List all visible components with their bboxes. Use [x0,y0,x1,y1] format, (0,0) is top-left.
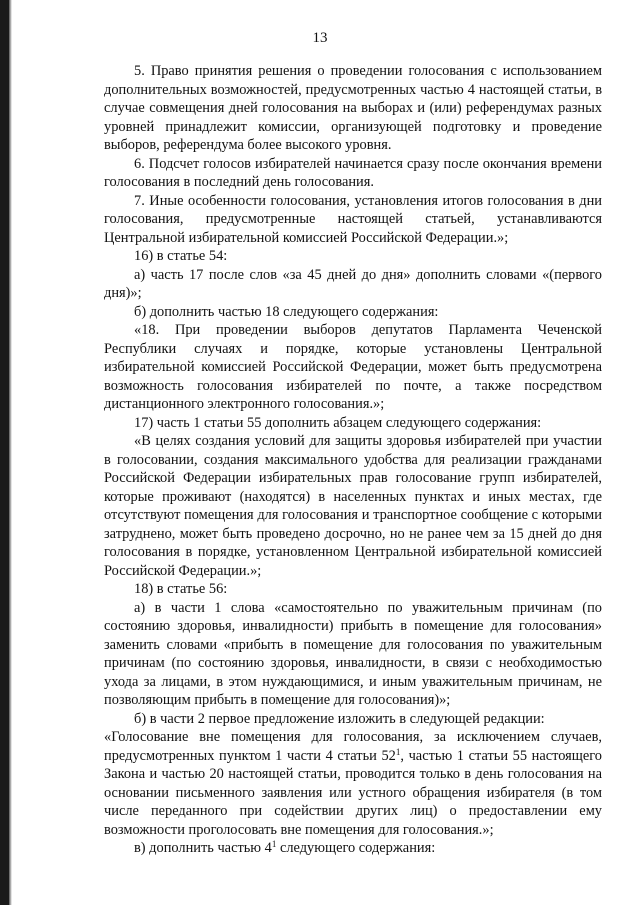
paragraph-5: 5. Право принятия решения о проведении голосования с использованием дополнительных возможностей, предусмотренных частью 4 настоящей статьи, в случае совмещения дней голосования на выборах и (или) референдумах разных уровней принадлежит комиссии, организующей подготовку и проведение выборов, референдума более высокого уровня. [104,63,602,153]
item-16b: б) дополнить частью 18 следующего содержания: [134,303,439,320]
paragraph-7: 7. Иные особенности голосования, установления итогов голосования в дни голосования, предусмотренные настоящей статьей, устанавливаются Центральной избирательной комиссией Российской Федерации.»; [104,192,602,246]
superscript: 1 [271,839,277,849]
item-18v [104,839,602,858]
item-17-heading: 17) часть 1 статьи 55 дополнить абзацем следующего содержания: [134,414,542,431]
paragraph-18-quote: «18. При проведении выборов депутатов Парламента Чеченской Республики случаях и порядке, которые установлены Центральной избирательной комиссией Российской Федерации, может быть предусмотрена возможность голосования избирателей по почте, а также посредством дистанционного электронного голосования.»; [104,322,602,412]
document-body [104,62,602,858]
item-18a: а) в части 1 слова «самостоятельно по уважительным причинам (по состоянию здоровья, инвалидности) прибыть в помещение для голосования» заменить словами «прибыть в помещение для голосования по уважительным причинам (по состоянию здоровья, инвалидности, в связи с необходимостью ухода за лицами, в этом нуждающимися, и иным уважительным причинам, не позволяющим прибыть в помещение для голосования)»; [104,599,602,708]
item-16-heading: 16) в статье 54: [134,248,228,264]
item-18v-text-1: в) дополнить частью 4 [134,840,272,856]
paragraph-6: 6. Подсчет голосов избирателей начинается сразу после окончания времени голосования в последний день голосования. [104,155,602,190]
item-16a: а) часть 17 после слов «за 45 дней до дня» дополнить словами «(первого дня)»; [104,266,602,301]
scan-edge-gradient [9,0,12,905]
item-18-heading: 18) в статье 56: [134,581,228,597]
item-18b-quote-text-1: «Голосование вне помещения для голосования, за исключением случаев, предусмотренных пунктом 1 части 4 статьи 52 [104,729,602,764]
item-18v-text-2: следующего содержания: [276,840,436,856]
item-17-quote: «В целях создания условий для защиты здоровья избирателей при участии в голосовании, создания максимального удобства для реализации гражданами Российской Федерации избирательных прав голосование групп избирателей, которые проживают (находятся) в населенных пунктах и иных местах, где отсутствуют помещения для голосования и транспортное сообщение с которыми затруднено, может быть проведено досрочно, но не ранее чем за 15 дней до дня голосования в порядке, установленном Центральной избирательной комиссией Российской Федерации.»; [104,433,602,579]
item-18b-quote-text-2: , частью 1 статьи 55 настоящего Закона и частью 20 настоящей статьи, проводится только в день голосования на основании письменного заявления или устного обращения избирателя (в том числе переданного при содействии других лиц) о предоставлении ему возможности проголосовать вне помещения для голосования.»; [104,747,602,838]
superscript: 1 [395,746,401,757]
page-number: 13 [312,30,328,46]
item-18b-quote [104,728,602,839]
item-18b: б) в части 2 первое предложение изложить в следующей редакции: [134,710,545,727]
scan-edge-shadow [0,0,9,905]
